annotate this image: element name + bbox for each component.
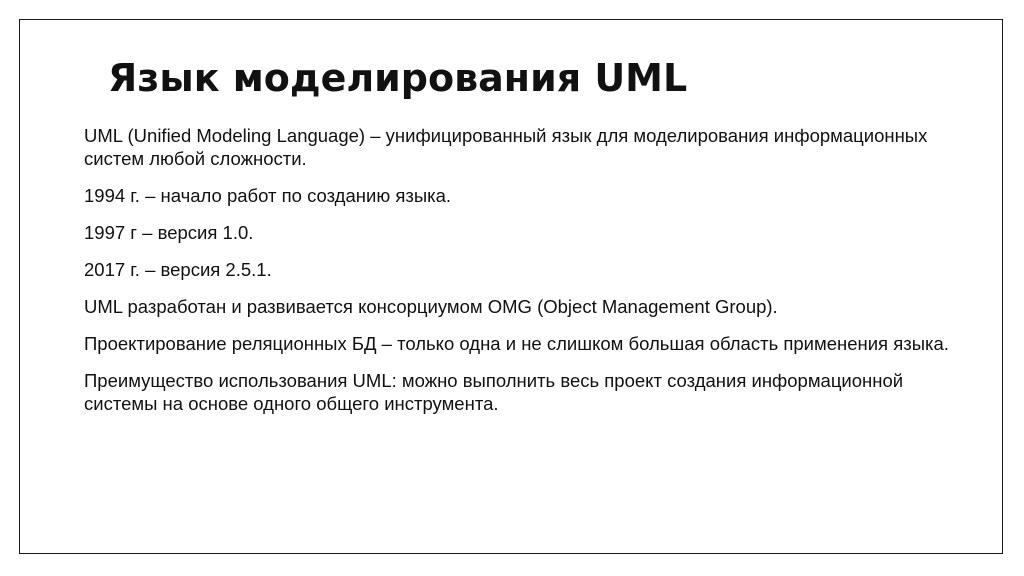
slide-title: Язык моделирования UML bbox=[108, 56, 688, 100]
slide-body bbox=[84, 124, 964, 429]
paragraph-omg: UML разработан и развивается консорциумом OMG (Object Management Group). bbox=[84, 296, 778, 317]
paragraph-1994: 1994 г. – начало работ по созданию языка. bbox=[84, 185, 452, 206]
paragraph-advantage: Преимущество использования UML: можно выполнить весь проект создания информационной системы на основе одного общего инструмента. bbox=[84, 370, 904, 414]
paragraph-1997: 1997 г – версия 1.0. bbox=[84, 222, 254, 243]
paragraph-uml-definition: UML (Unified Modeling Language) – унифицированный язык для моделирования информационных систем любой сложности. bbox=[84, 125, 928, 169]
slide-frame bbox=[19, 19, 1003, 554]
paragraph-2017: 2017 г. – версия 2.5.1. bbox=[84, 259, 272, 280]
paragraph-relational-db: Проектирование реляционных БД – только одна и не слишком большая область применения языка. bbox=[84, 333, 949, 354]
